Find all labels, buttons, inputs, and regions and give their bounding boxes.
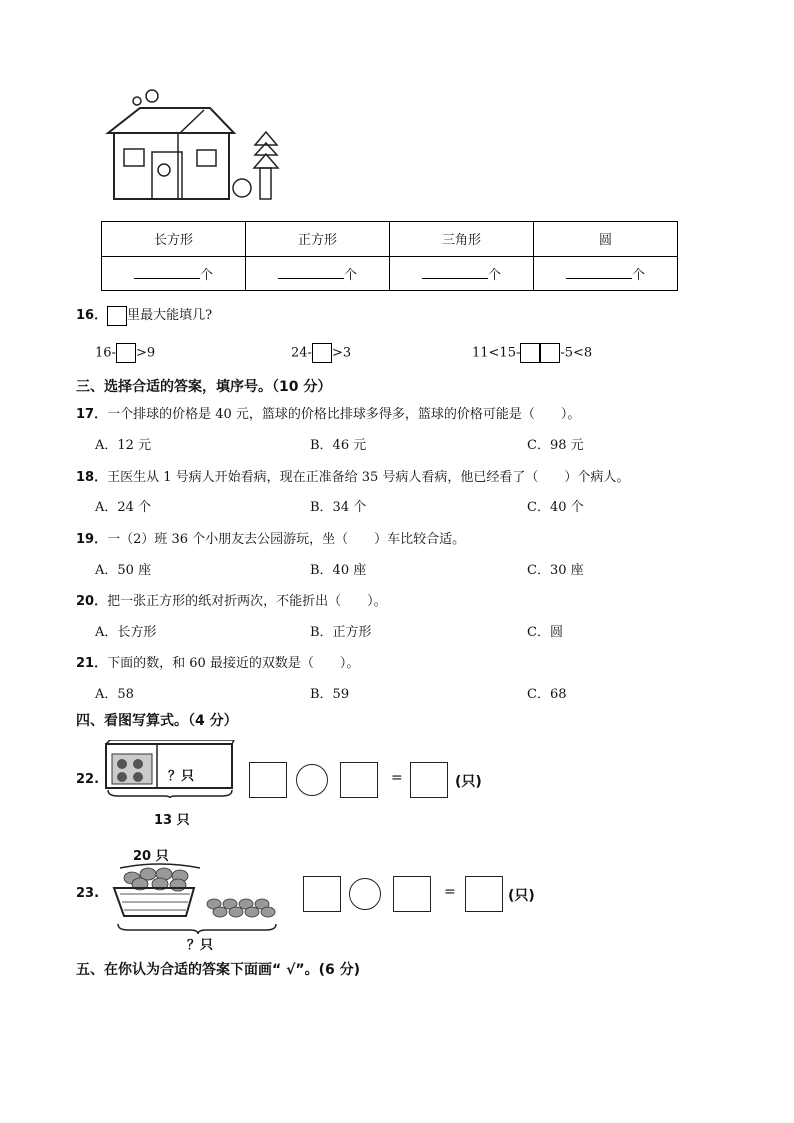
table-header-row [102,222,678,257]
q23-number: 23. [76,886,100,901]
unit-label: (只) [455,774,482,790]
option-a[interactable]: A．12 元 [95,438,152,453]
smoke-circle-large [146,90,158,102]
option-a[interactable]: A．长方形 [95,625,157,640]
option-b[interactable]: B．40 座 [310,563,367,578]
answer-cell[interactable]: 个 [102,256,246,291]
house-picture [100,88,300,203]
question-17: 17．一个排球的价格是 40 元，篮球的价格比排球多得多，篮球的价格可能是（ ）。 [76,407,581,422]
answer-box[interactable] [393,876,431,912]
question-20: 20．把一张正方形的纸对折两次，不能折出（ ）。 [76,594,387,609]
q23-bottom-label: ？只 [187,938,214,953]
option-b[interactable]: B．46 元 [310,438,367,453]
answer-box[interactable] [312,343,332,363]
section-3-title: 三、选择合适的答案，填序号。（10 分） [76,379,332,395]
tree-shape [254,132,278,199]
shape-count-table [101,221,678,291]
house-roof [108,108,234,133]
option-a[interactable]: A．50 座 [95,563,152,578]
q23-basket-picture [110,860,296,942]
option-c[interactable]: C．98 元 [527,438,584,453]
question-19: 19．一（2）班 36 个小朋友去公园游玩，坐（ ）车比较合适。 [76,532,466,547]
house-window-left [124,149,144,166]
q22-number: 22. [76,772,100,787]
table-header-cell: 三角形 [390,222,534,257]
option-b[interactable]: B．59 [310,687,350,702]
operator-circle[interactable] [296,764,328,796]
q22-box-label: ？只 [168,769,195,784]
option-c[interactable]: C．30 座 [527,563,584,578]
section-4-title: 四、看图写算式。（4 分） [76,713,238,729]
answer-box[interactable] [116,343,136,363]
answer-box[interactable] [410,762,448,798]
option-b[interactable]: B．34 个 [310,500,367,515]
question-18: 18．王医生从 1 号病人开始看病，现在正准备给 35 号病人看病，他已经看了（ ）个病人。 [76,470,630,485]
house-window-right [197,150,216,166]
answer-cell[interactable]: 个 [390,256,534,291]
question-16: 16． 里最大能填几? [76,304,212,326]
section-5-title: 五、在你认为合适的答案下面画“ √”。(6 分) [76,962,361,978]
ball-circle [233,179,251,197]
option-c[interactable]: C．68 [527,687,567,702]
answer-box[interactable] [303,876,341,912]
equals-sign: = [391,770,403,786]
table-answer-row [102,256,678,291]
table-header-cell: 圆 [534,222,678,257]
answer-box[interactable] [340,762,378,798]
table-header-cell: 长方形 [102,222,246,257]
option-a[interactable]: A．58 [95,687,134,702]
answer-box[interactable] [249,762,287,798]
option-c[interactable]: C．圆 [527,625,563,640]
q22-total-label: 13 只 [154,813,190,828]
smoke-circle-small [133,97,141,105]
answer-cell[interactable]: 个 [246,256,390,291]
question-21: 21．下面的数，和 60 最接近的双数是（ ）。 [76,656,360,671]
q23-top-label: 20 只 [133,849,169,864]
table-header-cell: 正方形 [246,222,390,257]
answer-box[interactable] [540,343,560,363]
ducks-outside-icon [207,899,275,917]
option-c[interactable]: C．40 个 [527,500,584,515]
answer-box[interactable] [520,343,540,363]
q16-item-1: 16- >9 [95,343,155,363]
answer-cell[interactable]: 个 [534,256,678,291]
unit-label: (只) [508,888,535,904]
operator-circle[interactable] [349,878,381,910]
option-b[interactable]: B．正方形 [310,625,372,640]
equals-sign: = [444,884,456,900]
answer-box[interactable] [465,876,503,912]
q16-item-2: 24- >3 [291,343,351,363]
option-a[interactable]: A．24 个 [95,500,152,515]
answer-box-icon [107,306,127,326]
q16-item-3: 11<15- -5<8 [472,343,592,363]
